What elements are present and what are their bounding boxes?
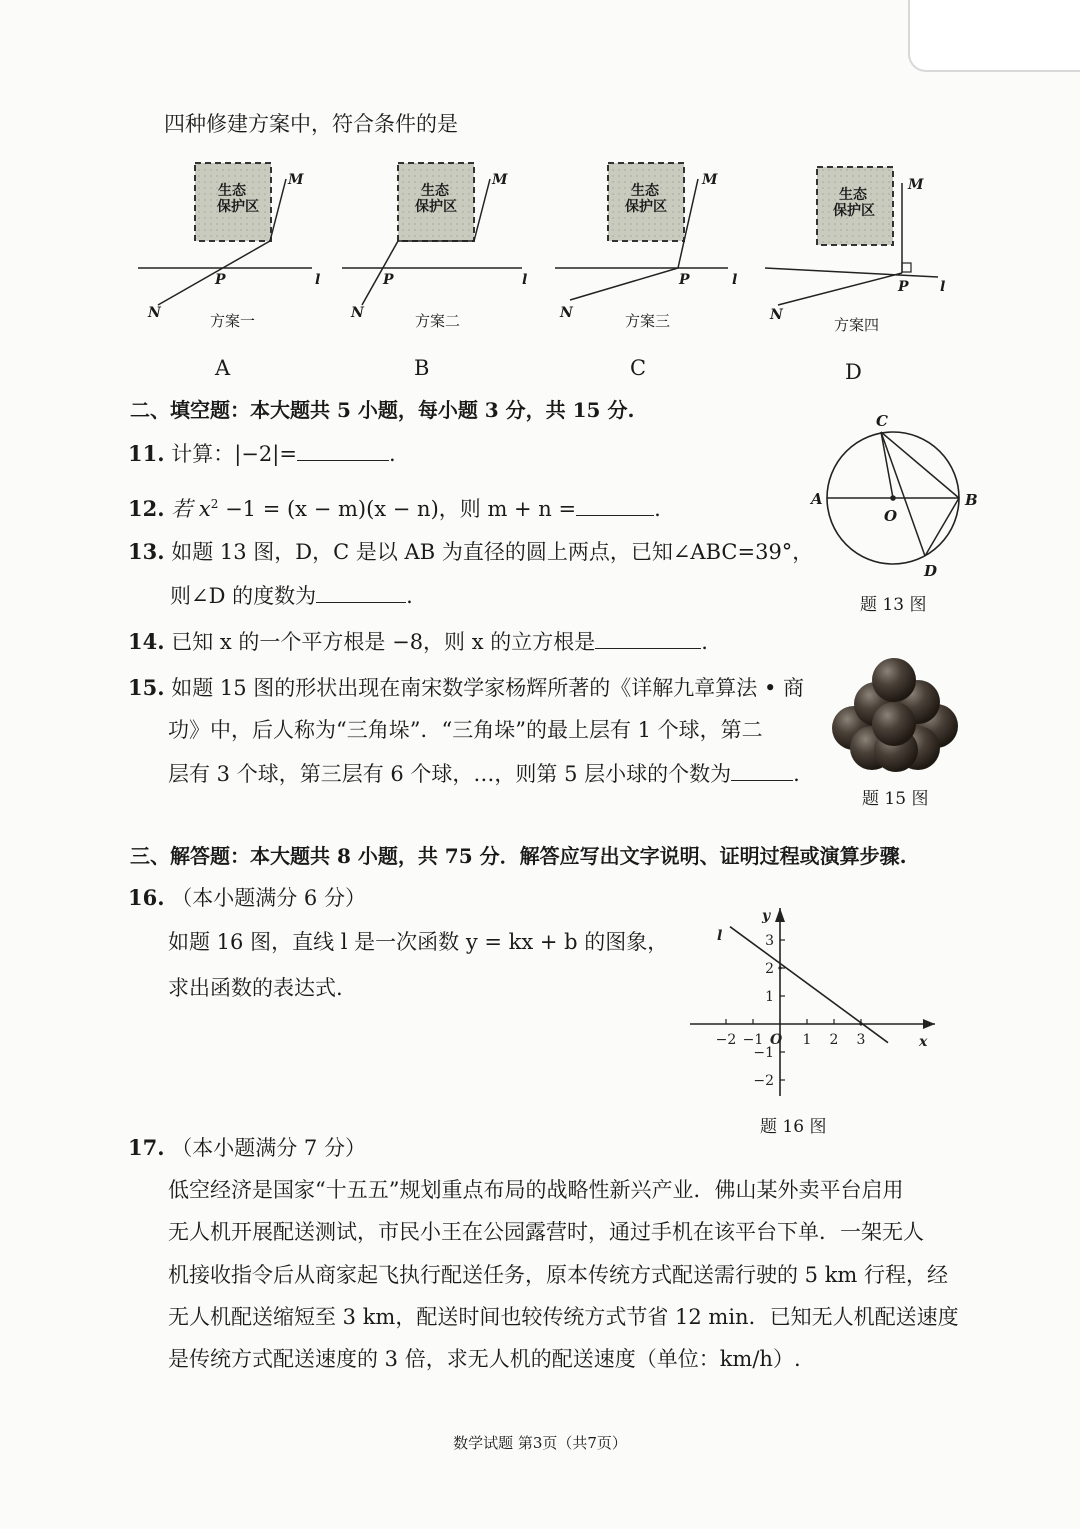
question-17-line2: 无人机开展配送测试，市民小王在公园露营时，通过手机在该平台下单．一架无人 (168, 1220, 924, 1244)
option-A: A (215, 356, 231, 380)
answer-blank-12 (576, 495, 654, 516)
question-17-line3: 机接收指令后从商家起飞执行配送任务，原本传统方式配送需行驶的 5 km 行程，经 (168, 1263, 949, 1287)
label-l-4: l (940, 279, 946, 295)
x-axis-arrow (923, 1019, 935, 1029)
fig13-caption: 题 13 图 (860, 595, 927, 615)
label-N-1: N (148, 305, 161, 321)
question-17-line4: 无人机配送缩短至 3 km，配送时间也较传统方式节省 12 min．已知无人机配送速度 (168, 1305, 959, 1329)
intercept-point (859, 1022, 862, 1025)
question-13-line2: 则∠D 的度数为 . (170, 584, 413, 608)
intro-line: 四种修建方案中，符合条件的是 (164, 112, 458, 136)
figure-15-ball-pile (830, 650, 960, 775)
zone-label-4: 生态 保护区 (833, 187, 875, 219)
scheme-caption-1: 方案一 (210, 312, 256, 330)
question-12: 12. 若 $x^2 -1 = (x - m)(x - n)$，则 m + n = . (128, 496, 661, 521)
label-P-1: P (215, 272, 226, 288)
fig13-label-A: A (811, 490, 823, 508)
segment-NP-4 (778, 273, 902, 305)
question-13-line1: 13. 如题 13 图，D，C 是以 AB 为直径的圆上两点，已知∠ABC=39°， (128, 539, 814, 564)
answer-blank-11 (297, 440, 389, 461)
segment-PM-2 (474, 179, 490, 241)
label-N-3: N (560, 305, 573, 321)
line-l-label: l (717, 928, 723, 944)
scheme-caption-4: 方案四 (834, 316, 880, 334)
page-footer: 数学试题 第3页（共7页） (453, 1434, 627, 1452)
scheme-caption-3: 方案三 (625, 312, 671, 330)
label-N-4: N (770, 307, 783, 323)
answer-blank-15 (731, 760, 793, 781)
zone-label-3: 生态 保护区 (625, 183, 667, 215)
label-P-3: P (679, 272, 690, 288)
y-axis-label: y (762, 908, 771, 924)
scheme-caption-2: 方案二 (415, 312, 461, 330)
fig13-label-D: D (924, 562, 938, 580)
label-N-2: N (351, 305, 364, 321)
x-tick-label: −2 (715, 1032, 737, 1048)
label-M-4: M (908, 177, 924, 193)
y-tick-label: −2 (753, 1073, 774, 1089)
fig16-caption: 题 16 图 (760, 1117, 827, 1137)
question-17-header: 17. （本小题满分 7 分） (128, 1135, 366, 1160)
question-15-line2: 功》中，后人称为“三角垛”．“三角垛”的最上层有 1 个球，第二 (168, 718, 763, 742)
ball (872, 658, 916, 702)
x-tick-label: 3 (856, 1032, 866, 1048)
fig13-label-C: C (876, 412, 888, 430)
y-tick-label: −1 (753, 1045, 774, 1061)
label-l-1: l (315, 272, 321, 288)
option-B: B (414, 356, 430, 380)
label-l-3: l (732, 272, 738, 288)
answer-blank-14 (595, 628, 701, 649)
label-P-4: P (898, 279, 909, 295)
option-C: C (630, 356, 647, 380)
y-tick-label: 3 (765, 933, 774, 949)
x-tick-label: 1 (802, 1032, 812, 1048)
fig13-label-B: B (965, 491, 978, 509)
segment-PM-1 (270, 179, 286, 241)
question-17-line1: 低空经济是国家“十五五”规划重点布局的战略性新兴产业．佛山某外卖平台启用 (168, 1178, 904, 1202)
x-axis-label: x (919, 1034, 928, 1050)
question-17-line5: 是传统方式配送速度的 3 倍，求无人机的配送速度（单位：km/h）. (168, 1347, 801, 1371)
origin-label: O (770, 1032, 783, 1048)
label-P-2: P (383, 272, 394, 288)
segment-NP-3 (570, 268, 678, 300)
question-15-line1: 15. 如题 15 图的形状出现在南宋数学家杨辉所著的《详解九章算法 • 商 (128, 675, 805, 700)
zone-label-2: 生态 保护区 (415, 183, 457, 215)
question-16-header: 16. （本小题满分 6 分） (128, 885, 366, 910)
right-angle-mark (902, 263, 911, 272)
figure-16-graph (685, 900, 945, 1100)
label-M-2: M (492, 172, 508, 188)
scan-corner-mark (908, 0, 1080, 72)
ball (872, 702, 916, 746)
question-15-line3: 层有 3 个球，第三层有 6 个球，…，则第 5 层小球的个数为 . (168, 762, 800, 786)
question-16-line2: 求出函数的表达式. (168, 976, 343, 1000)
question-14: 14. 已知 x 的一个平方根是 −8，则 x 的立方根是 . (128, 629, 708, 654)
figure-13-circle (805, 408, 985, 588)
label-M-3: M (702, 172, 718, 188)
y-axis-arrow (775, 908, 785, 922)
fig13-label-O: O (884, 507, 898, 525)
segment-NP-1 (158, 241, 270, 305)
y-tick-label: 2 (765, 961, 774, 977)
answer-blank-13 (316, 582, 406, 603)
option-D: D (845, 360, 862, 384)
question-16-line1: 如题 16 图，直线 l 是一次函数 y = kx + b 的图象， (168, 930, 669, 954)
label-l-2: l (522, 272, 528, 288)
zone-label-1: 生态 保护区 (217, 183, 259, 215)
intercept-point (778, 966, 781, 969)
line-l (730, 927, 888, 1043)
line-l-4 (765, 268, 938, 277)
label-M-1: M (288, 172, 304, 188)
section-2-heading: 二、填空题：本大题共 5 小题，每小题 3 分，共 15 分. (130, 398, 635, 422)
question-11: 11. 计算：|−2|= . (128, 441, 396, 466)
fig15-caption: 题 15 图 (862, 789, 929, 809)
x-tick-label: 2 (829, 1032, 839, 1048)
section-3-heading: 三、解答题：本大题共 8 小题，共 75 分．解答应写出文字说明、证明过程或演算步骤. (130, 844, 907, 868)
x-tick-label: −1 (742, 1032, 764, 1048)
y-tick-label: 1 (765, 989, 774, 1005)
